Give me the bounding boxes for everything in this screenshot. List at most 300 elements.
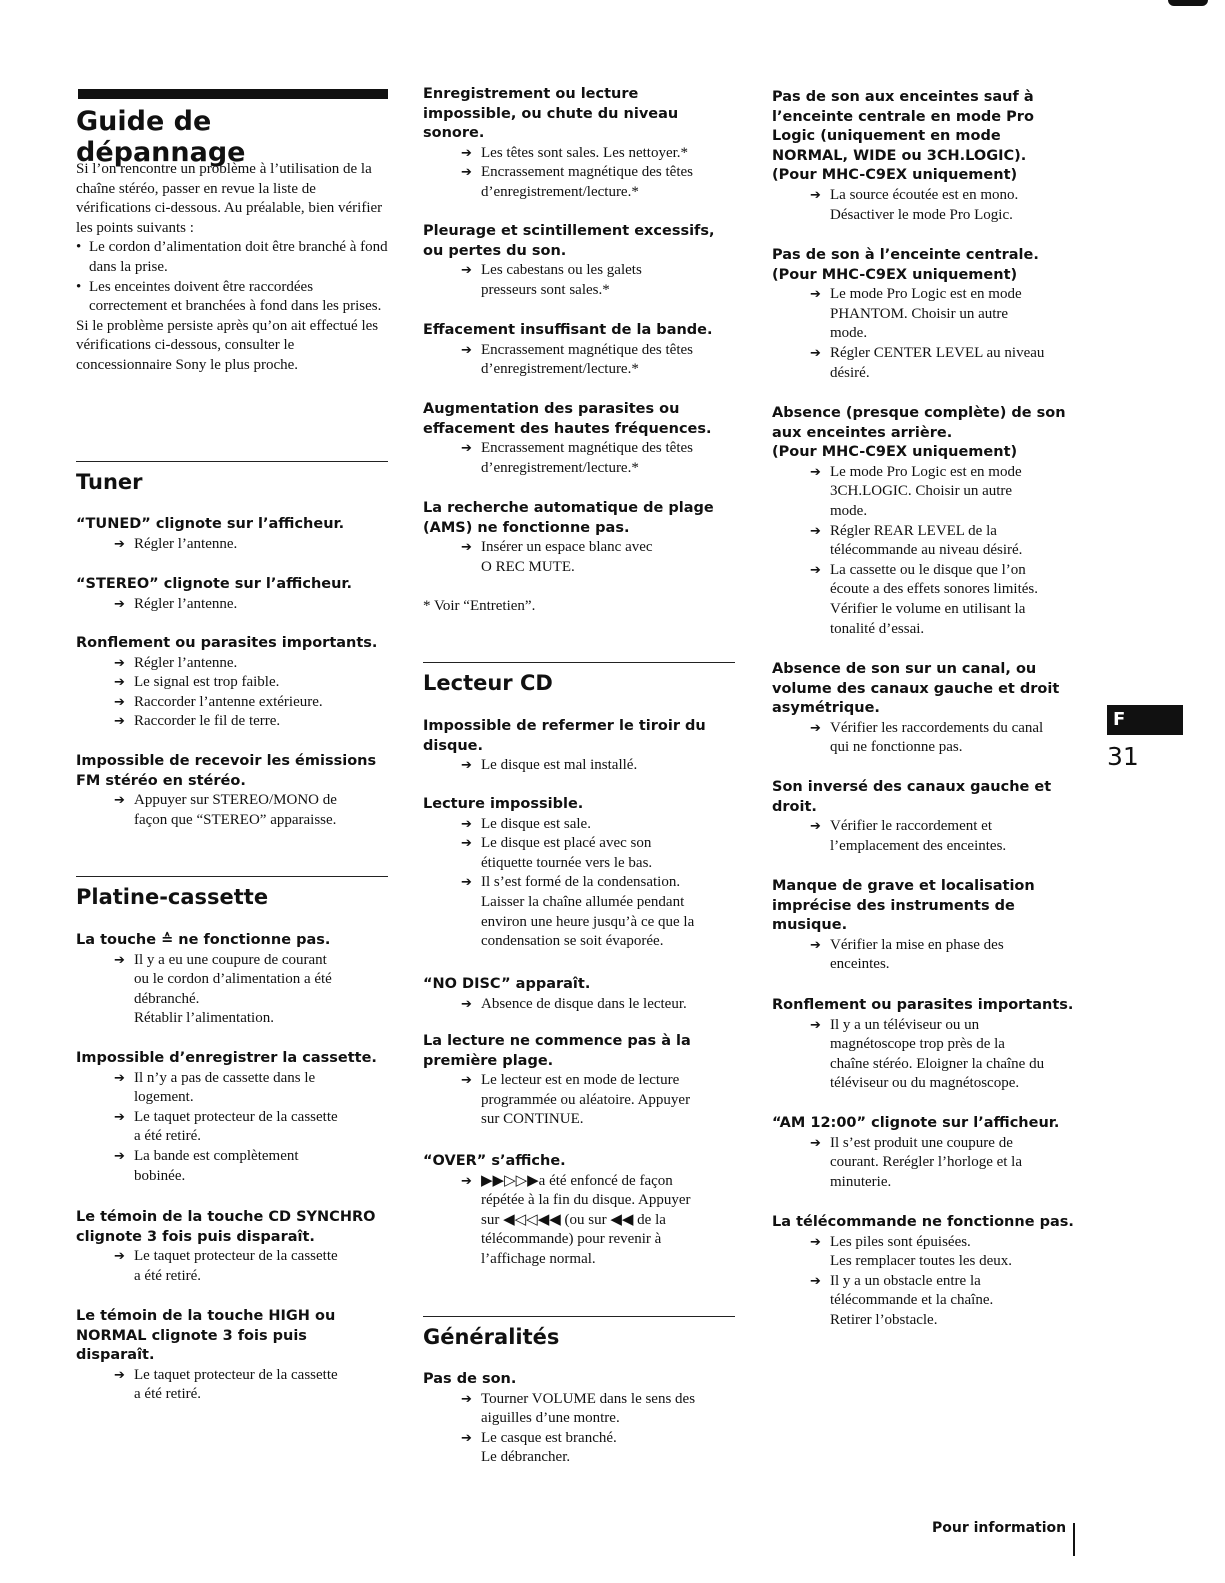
arrow-right-icon: ➔ [810,187,821,203]
problem-title-line: effacement des hautes fréquences. [423,420,712,437]
remedy-item [76,654,388,674]
remedy-line: étiquette tournée vers le bas. [481,854,653,871]
problem-item [76,752,388,830]
remedy-list [772,285,1090,383]
remedy-line: programmée ou aléatoire. Appuyer [481,1091,691,1108]
problem-title [772,1213,1090,1233]
problem-title-line: Manque de grave et localisation [772,878,1035,894]
remedy-line: Le disque est sale. [481,815,591,832]
arrow-right-icon: ➔ [114,596,125,612]
remedy-line: La source écoutée est en mono. [830,186,1019,203]
arrow-right-icon: ➔ [810,819,821,835]
remedy-line: mode. [830,502,868,519]
remedy-list [423,144,735,203]
remedy-item [76,1069,388,1108]
remedy-line: Encrassement magnétique des têtes [481,341,694,358]
problem-title [772,246,1090,285]
remedy-item [772,344,1090,383]
remedy-list [772,463,1090,639]
remedy-line: qui ne fonctionne pas. [830,739,963,756]
remedy-list [423,538,735,577]
section-rule [423,1316,735,1317]
remedy-line: Les piles sont épuisées. [830,1233,971,1250]
problem-item [772,246,1090,383]
arrow-right-icon: ➔ [461,145,472,161]
remedy-item [772,1016,1090,1094]
problem-title-line: NORMAL clignote 3 fois puis [76,1327,307,1344]
problem-title-line: Le témoin de la touche HIGH ou [76,1308,336,1324]
problem-title-line: Effacement insuffisant de la bande. [423,322,713,338]
problem-item [76,1307,388,1405]
remedy-line: courant. Rerégler l’horloge et la [830,1154,1022,1171]
problem-title [76,515,388,535]
remedy-list [423,995,735,1015]
remedy-list [76,595,388,615]
remedy-line: ▶▶▷▷▶a été enfoncé de façon [481,1172,673,1189]
remedy-line: désiré. [830,364,870,381]
section-cd [423,662,735,695]
problem-item [423,795,735,952]
remedy-list [76,654,388,732]
remedy-item [423,1390,735,1429]
section-tuner [76,461,388,494]
remedy-item [772,719,1090,758]
remedy-line: Vérifier la mise en phase des [830,936,1004,953]
arrow-right-icon: ➔ [810,1017,821,1033]
problem-title-line: disque. [423,737,484,754]
remedy-list [772,719,1090,758]
problem-title-line: Pleurage et scintillement excessifs, [423,223,715,239]
remedy-item [423,995,735,1015]
remedy-list [423,815,735,952]
remedy-line: Il s’est formé de la condensation. [481,874,681,891]
problem-item [423,1152,735,1270]
remedy-line: Les têtes sont sales. Les nettoyer.* [481,144,689,161]
problem-title [423,975,735,995]
arrow-right-icon: ➔ [461,342,472,358]
problem-title [423,499,735,538]
remedy-list [423,439,735,478]
arrow-right-icon: ➔ [810,937,821,953]
problem-title-line: (Pour MHC-C9EX uniquement) [772,444,1018,461]
arrow-right-icon: ➔ [461,875,472,891]
remedy-line: Régler REAR LEVEL de la [830,522,997,539]
remedy-item [76,535,388,555]
remedy-list [76,1247,388,1286]
remedy-list [76,1069,388,1187]
arrow-right-icon: ➔ [114,536,125,552]
problem-item [423,222,735,300]
arrow-right-icon: ➔ [114,694,125,710]
problem-title [772,1114,1090,1134]
corner-mark [1168,0,1208,6]
problem-item [772,1114,1090,1192]
problem-item [423,1370,735,1468]
problem-title-line: Impossible d’enregistrer la cassette. [76,1050,377,1066]
remedy-list [772,186,1090,225]
remedy-line: 3CH.LOGIC. Choisir un autre [830,483,1013,500]
arrow-right-icon: ➔ [114,675,125,691]
problem-title [423,222,735,261]
problem-title [76,1208,388,1247]
remedy-line: Vérifier le raccordement et [830,818,992,835]
arrow-right-icon: ➔ [810,562,821,578]
remedy-line: écoute a des effets sonores limités. [830,581,1038,598]
remedy-item [772,463,1090,522]
remedy-list [423,756,735,776]
remedy-line: Insérer un espace blanc avec [481,539,653,556]
problem-title [423,400,735,439]
remedy-line: a été retiré. [134,1128,202,1145]
remedy-line: presseurs sont sales.* [481,281,610,298]
intro-paragraph: Si l’on rencontre un problème à l’utilisation de la chaîne stéréo, passer en revue la liste de vérifications ci-dessous. Au préalable, bien vérifier les points suivants : [76,161,383,236]
remedy-line: Raccorder l’antenne extérieure. [134,693,323,710]
problem-title-line: imprécise des instruments de [772,897,1015,914]
problem-item [772,996,1090,1094]
remedy-line: Laisser la chaîne allumée pendant [481,893,685,910]
remedy-line: Le casque est branché. [481,1429,617,1446]
remedy-list [772,1016,1090,1094]
problem-title [423,795,735,815]
remedy-line: débranché. [134,990,200,1007]
remedy-item [423,341,735,380]
remedy-item [772,1233,1090,1272]
remedy-list [772,936,1090,975]
section-heading: Généralités [423,1325,560,1349]
remedy-line: Le mode Pro Logic est en mode [830,463,1022,480]
arrow-right-icon: ➔ [461,1173,472,1189]
problem-item [76,634,388,732]
remedy-line: d’enregistrement/lecture.* [481,361,639,378]
remedy-line: Il y a un téléviseur ou un [830,1016,980,1033]
arrow-right-icon: ➔ [810,287,821,303]
remedy-line: Encrassement magnétique des têtes [481,440,694,457]
remedy-line: l’emplacement des enceintes. [830,837,1007,854]
arrow-right-icon: ➔ [461,540,472,556]
remedy-line: Les cabestans ou les galets [481,262,642,279]
footer-bar [1073,1523,1075,1556]
remedy-line: télécommande) pour revenir à [481,1231,662,1248]
footnote: * Voir “Entretien”. [423,598,536,614]
problem-item [76,575,388,614]
problem-title [772,778,1090,817]
problem-title-line: Son inversé des canaux gauche et [772,779,1052,795]
problem-title-line: Lecture impossible. [423,796,584,812]
problem-item [76,931,388,1029]
problem-item [76,1049,388,1186]
remedy-line: Raccorder le fil de terre. [134,713,281,730]
problem-title-line: Impossible de recevoir les émissions [76,753,377,769]
arrow-right-icon: ➔ [461,1391,472,1407]
section-rule [76,876,388,877]
remedy-line: Désactiver le mode Pro Logic. [830,206,1013,223]
intro [76,160,388,376]
problem-title [772,877,1090,936]
section-rule [76,461,388,462]
arrow-right-icon: ➔ [114,1367,125,1383]
arrow-right-icon: ➔ [114,793,125,809]
remedy-line: PHANTOM. Choisir un autre [830,305,1009,322]
problem-title-line: impossible, ou chute du niveau [423,105,679,122]
arrow-right-icon: ➔ [461,758,472,774]
problem-title [772,996,1090,1016]
problem-title-line: La recherche automatique de plage [423,500,714,516]
remedy-line: environ une heure jusqu’à ce que la [481,913,695,930]
problem-item [772,877,1090,975]
page-number: 31 [1107,742,1139,771]
remedy-item [772,1272,1090,1331]
remedy-line: bobinée. [134,1167,186,1184]
remedy-item [423,834,735,873]
remedy-item [76,791,388,830]
remedy-line: télécommande au niveau désiré. [830,542,1023,559]
problem-title-line: ou pertes du son. [423,242,567,259]
title-bar [78,89,388,99]
remedy-line: l’affichage normal. [481,1250,596,1267]
problem-item [772,778,1090,856]
remedy-item [423,1429,735,1468]
problem-title-line: La lecture ne commence pas à la [423,1033,691,1049]
arrow-right-icon: ➔ [810,345,821,361]
arrow-right-icon: ➔ [114,1070,125,1086]
remedy-item [423,261,735,300]
problem-title-line: sonore. [423,125,485,142]
remedy-line: Les remplacer toutes les deux. [830,1253,1013,1270]
remedy-item [76,951,388,1029]
section-cassette [76,876,388,909]
problem-title [76,634,388,654]
remedy-line: sur ◀◁◁◀◀ (ou sur ◀◀ de la [481,1211,666,1228]
remedy-line: Rétablir l’alimentation. [134,1010,274,1027]
arrow-right-icon: ➔ [461,1430,472,1446]
remedy-line: logement. [134,1089,194,1106]
remedy-item [423,439,735,478]
remedy-list [76,1366,388,1405]
remedy-line: Vérifier le volume en utilisant la [830,600,1026,617]
problem-title-line: NORMAL, WIDE ou 3CH.LOGIC). [772,147,1027,164]
remedy-line: Le débrancher. [481,1449,571,1466]
remedy-item [76,595,388,615]
remedy-item [772,522,1090,561]
intro-bullet: • Le cordon d’alimentation doit être branché à fond dans la prise. [76,238,388,277]
remedy-line: Le disque est mal installé. [481,757,638,774]
remedy-line: Régler l’antenne. [134,535,238,552]
remedy-line: télécommande et la chaîne. [830,1292,994,1309]
problem-title [772,404,1090,463]
section-heading: Tuner [76,470,143,494]
problem-title-line: Augmentation des parasites ou [423,401,680,417]
arrow-right-icon: ➔ [114,952,125,968]
problem-title-line: “TUNED” clignote sur l’afficheur. [76,516,345,532]
remedy-line: Le lecteur est en mode de lecture [481,1072,680,1089]
remedy-line: Le signal est trop faible. [134,674,280,691]
remedy-line: magnétoscope trop près de la [830,1036,1005,1053]
remedy-line: d’enregistrement/lecture.* [481,183,639,200]
problem-item [423,499,735,577]
problem-title-line: disparaît. [76,1347,155,1364]
remedy-line: a été retiré. [134,1386,202,1403]
section-heading: Platine-cassette [76,885,269,909]
intro-bullet: • Les enceintes doivent être raccordées correctement et branchées à fond dans les prises. [76,278,388,317]
problem-title-line: Logic (uniquement en mode [772,128,1001,145]
remedy-line: Encrassement magnétique des têtes [481,164,694,181]
remedy-list [423,341,735,380]
problem-title [76,752,388,791]
remedy-item [772,561,1090,639]
problem-title [423,1370,735,1390]
remedy-item [76,712,388,732]
remedy-item [772,285,1090,344]
arrow-right-icon: ➔ [461,165,472,181]
remedy-line: téléviseur ou du magnétoscope. [830,1075,1020,1092]
problem-title-line: Ronflement ou parasites importants. [772,997,1074,1013]
remedy-item [423,538,735,577]
remedy-line: Vérifier les raccordements du canal [830,719,1044,736]
remedy-line: Le taquet protecteur de la cassette [134,1248,338,1265]
remedy-list [772,1233,1090,1331]
arrow-right-icon: ➔ [810,1234,821,1250]
section-heading: Lecteur CD [423,671,553,695]
remedy-item [423,815,735,835]
problem-title [772,88,1090,186]
problem-title-line: asymétrique. [772,700,880,717]
remedy-list [423,1172,735,1270]
remedy-item [423,163,735,202]
remedy-line: Il s’est produit une coupure de [830,1134,1013,1151]
remedy-line: répétée à la fin du disque. Appuyer [481,1192,691,1209]
problem-title [76,575,388,595]
problem-title-line: “OVER” s’affiche. [423,1153,566,1169]
intro-paragraph: Si le problème persiste après qu’on ait effectué les vérifications ci-dessous, consulter le concessionnaire Sony le plus proche. [76,317,379,373]
arrow-right-icon: ➔ [461,836,472,852]
section-general [423,1316,735,1349]
problem-item [423,1032,735,1130]
problem-item [772,404,1090,639]
remedy-item [423,144,735,164]
remedy-line: Il y a eu une coupure de courant [134,951,327,968]
remedy-line: d’enregistrement/lecture.* [481,459,639,476]
remedy-line: Régler l’antenne. [134,595,238,612]
remedy-item [772,817,1090,856]
problem-title-line: Pas de son aux enceintes sauf à [772,89,1034,105]
problem-title-line: Absence (presque complète) de son [772,405,1066,421]
remedy-line: Le taquet protecteur de la cassette [134,1366,338,1383]
remedy-line: aiguilles d’une montre. [481,1410,620,1427]
arrow-right-icon: ➔ [114,714,125,730]
remedy-line: enceintes. [830,956,890,973]
arrow-right-icon: ➔ [114,1249,125,1265]
remedy-line: mode. [830,325,868,342]
problem-item [423,321,735,380]
problem-title-line: Absence de son sur un canal, ou [772,661,1037,677]
problem-title-line: “STEREO” clignote sur l’afficheur. [76,576,353,592]
problem-item [423,975,735,1014]
remedy-list [76,951,388,1029]
remedy-item [423,873,735,951]
remedy-list [772,1134,1090,1193]
problem-title-line: Le témoin de la touche CD SYNCHRO [76,1209,376,1225]
remedy-line: Le disque est placé avec son [481,835,652,852]
problem-title-line: Ronflement ou parasites importants. [76,635,378,651]
remedy-line: a été retiré. [134,1267,202,1284]
problem-title [423,717,735,756]
remedy-line: Régler CENTER LEVEL au niveau [830,344,1045,361]
problem-item [423,400,735,478]
remedy-item [76,1147,388,1186]
remedy-line: La bande est complètement [134,1147,299,1164]
remedy-line: Il y a un obstacle entre la [830,1272,981,1289]
problem-title-line: première plage. [423,1052,554,1069]
remedy-list [772,817,1090,856]
problem-title [423,1152,735,1172]
remedy-item [772,186,1090,225]
remedy-list [423,261,735,300]
arrow-right-icon: ➔ [461,816,472,832]
remedy-line: O REC MUTE. [481,558,575,575]
remedy-line: ou le cordon d’alimentation a été [134,971,332,988]
problem-title-line: droit. [772,798,817,815]
problem-item [772,88,1090,225]
remedy-line: Appuyer sur STEREO/MONO de [134,792,337,809]
intro-checklist [76,238,388,316]
remedy-line: Le taquet protecteur de la cassette [134,1108,338,1125]
remedy-item [772,1134,1090,1193]
problem-title-line: (Pour MHC-C9EX uniquement) [772,266,1018,283]
problem-title-line: Enregistrement ou lecture [423,86,639,102]
arrow-right-icon: ➔ [114,1148,125,1164]
problem-title [423,85,735,144]
remedy-item [76,693,388,713]
problem-title-line: Pas de son à l’enceinte centrale. [772,247,1039,263]
remedy-item [772,936,1090,975]
problem-title-line: volume des canaux gauche et droit [772,680,1060,697]
remedy-line: Régler l’antenne. [134,654,238,671]
arrow-right-icon: ➔ [461,263,472,279]
page-title: Guide de dépannage [76,106,246,168]
remedy-item [76,1108,388,1147]
arrow-right-icon: ➔ [114,1109,125,1125]
problem-item [772,1213,1090,1331]
remedy-line: tonalité d’essai. [830,620,925,637]
problem-title-line: Impossible de refermer le tiroir du [423,718,706,734]
problem-title [423,1032,735,1071]
problem-title [76,1307,388,1366]
problem-item [423,85,735,203]
remedy-line: Retirer l’obstacle. [830,1311,938,1328]
remedy-item [423,1172,735,1270]
remedy-line: Il n’y a pas de cassette dans le [134,1069,316,1086]
arrow-right-icon: ➔ [810,523,821,539]
problem-title-line: l’enceinte centrale en mode Pro [772,108,1034,125]
remedy-list [423,1071,735,1130]
remedy-list [76,791,388,830]
problem-title [772,660,1090,719]
remedy-line: Tourner VOLUME dans le sens des [481,1390,696,1407]
arrow-right-icon: ➔ [810,1273,821,1289]
remedy-line: La cassette ou le disque que l’on [830,561,1026,578]
problem-title-line: La télécommande ne fonctionne pas. [772,1214,1074,1230]
remedy-item [76,673,388,693]
section-rule [423,662,735,663]
problem-title [76,931,388,951]
arrow-right-icon: ➔ [461,441,472,457]
remedy-line: sur CONTINUE. [481,1111,584,1128]
arrow-right-icon: ➔ [810,1135,821,1151]
remedy-item [76,1247,388,1286]
remedy-item [423,1071,735,1130]
remedy-list [423,1390,735,1468]
remedy-item [423,756,735,776]
